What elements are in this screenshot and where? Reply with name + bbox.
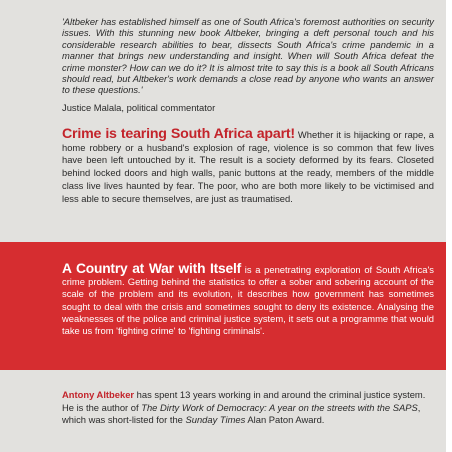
book-description-paragraph	[62, 263, 434, 337]
book-description-body: is a penetrating exploration of South Africa's crime problem. Getting behind the statistics to offer a sober and sobering account of the scale of the problem and its evolution, it describes how government has sometimes sought to deal with the crisis and sometimes sought to deny its existence. Analysing the weaknesses of the police and criminal justice system, it sets out a programme that would take us from 'fighting crime' to 'fighting criminals'.	[62, 264, 434, 337]
bio-text-3: Alan Paton Award.	[245, 414, 325, 426]
crime-body: Whether it is hijacking or rape, a home robbery or a husband's explosion of rage, violence is so common that few lives have been left untouched by it. The result is a society deformed by its fears. Closeted behind locked doors and high walls, panic buttons at the ready, members of the middle class live lives haunted by fear. The poor, who are both more likely to be victimised and less able to secure themselves, are just as traumatised.	[62, 129, 434, 204]
award-newspaper: Sunday Times	[185, 414, 246, 426]
page-edge	[446, 0, 452, 452]
previous-book-title: The Dirty Work of Democracy: A year on the streets with the SAPS	[141, 401, 418, 413]
quote-attribution: Justice Malala, political commentator	[62, 102, 216, 113]
bio-text-1: has spent 13 years working in and around the criminal justice system. He is the author of	[62, 389, 426, 413]
bio-text-2: , which was short-listed for the	[62, 401, 421, 426]
crime-heading: Crime is tearing South Africa apart!	[62, 126, 295, 142]
endorsement-quote: 'Altbeker has established himself as one of South Africa's foremost authorities on security issues. With this stunning new book Altbeker, bringing a deft personal touch and his considerable research abilities to bear, dissects South Africa's crime pandemic in a manner that brings new understanding and insight. When will South Africa defeat the crime monster? How can we do it? It is almost trite to say this is a book all South Africans should read, but Altbeker's work demands a close read by anyone who wants an answer to these questions.'	[62, 16, 434, 96]
book-title-heading: A Country at War with Itself	[62, 261, 242, 276]
author-name: Antony Altbeker	[62, 389, 135, 400]
crime-paragraph	[62, 128, 434, 205]
author-bio	[62, 389, 434, 427]
